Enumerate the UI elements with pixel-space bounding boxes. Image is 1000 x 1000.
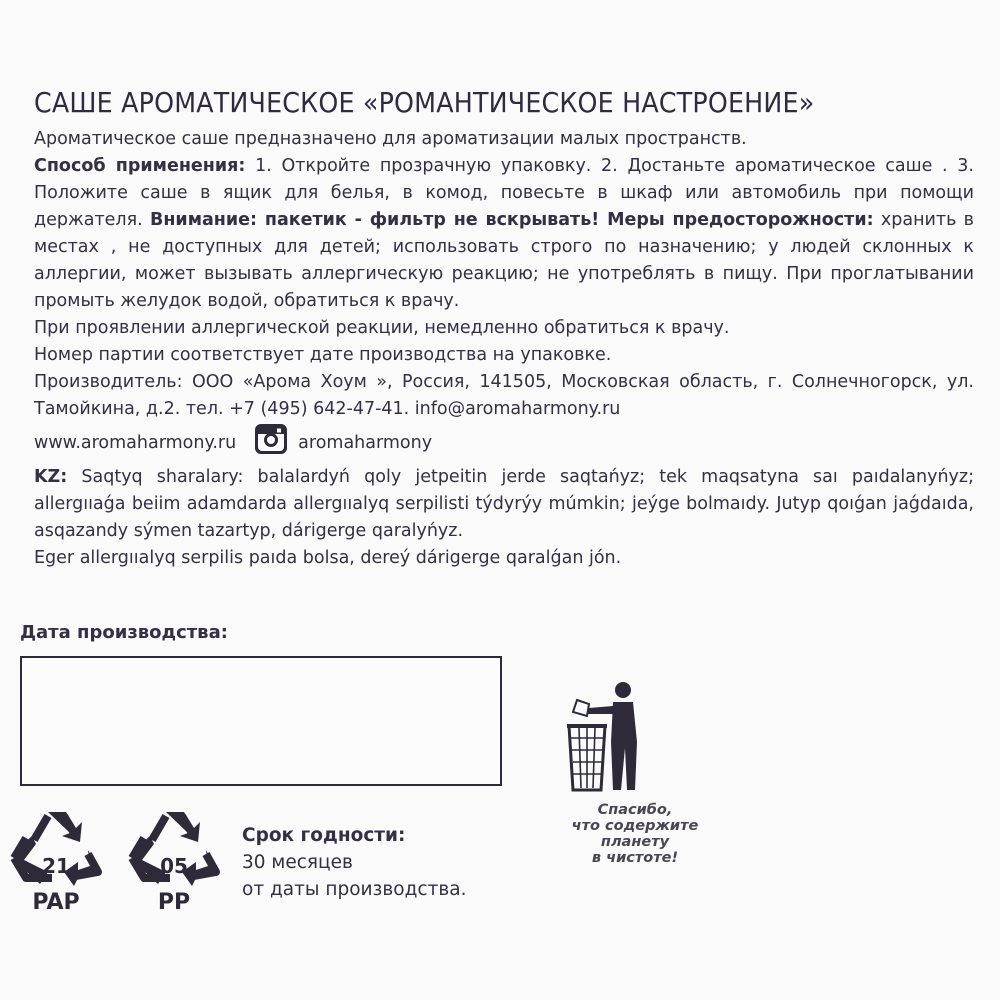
website-link: www.aromaharmony.ru (34, 433, 237, 453)
tidyman-line: Спасибо, (597, 802, 673, 818)
recycle-code: PAP (32, 890, 80, 915)
recycle-triangle-icon (126, 806, 222, 896)
kz-allergy-text: Eger allergııalyq serpilis paıda bolsa, dereý dárigerge qaralǵan jón. (34, 548, 622, 568)
recycle-number: 05 (160, 854, 188, 878)
tidyman-line: что содержите (571, 818, 699, 834)
shelf-life-period: 30 месяцев (242, 852, 353, 873)
tidyman-caption (555, 802, 715, 866)
precautions-heading: Меры предосторожности: (599, 210, 874, 230)
instagram-icon (254, 423, 288, 464)
kz-paragraph (34, 464, 974, 545)
recycle-symbol-pap (8, 806, 104, 916)
recycle-number: 21 (42, 854, 70, 878)
batch-note: Номер партии соответствует дате производства на упаковке. (34, 345, 612, 365)
allergy-note: При проявлении аллергической реакции, немедленно обратиться к врачу. (34, 318, 730, 338)
production-date-label: Дата производства: (20, 622, 228, 643)
usage-heading: Способ применения: (34, 156, 246, 176)
shelf-life-heading: Срок годности: (242, 825, 406, 846)
tidyman-icon (555, 682, 715, 800)
tidyman-block (555, 682, 715, 892)
recycle-symbol-pp (126, 806, 222, 916)
web-line (34, 423, 974, 464)
warning-text: Внимание: пакетик - фильтр не вскрывать! (150, 210, 600, 230)
usage-paragraph (34, 153, 974, 315)
usage-text: 1. Откройте прозрачную упаковку. 2. Достаньте ароматическое саше . 3. Положите саше в ящик для белья, в комод, повесьте в шкаф или автомобиль при помощи держателя. (34, 156, 974, 230)
tidyman-line: планету (600, 834, 670, 850)
intro-text: Ароматическое саше предназначено для ароматизации малых пространств. (34, 129, 747, 149)
label-body (34, 126, 974, 572)
kz-text: Saqtyq sharalary: balalardyń qoly jetpeitin jerde saqtańyz; tek maqsatyna saı paıdalanyńyz; allergııaǵa beiim adamdarda allergııalyq serpilisti týdyrýy múmkin; jeýge bolmaıdy. Jutyp qoıǵan jaǵdaıda, asqazandy sýmen tazartyp, dárigerge qaralyńyz. (34, 467, 974, 541)
manufacturer-info: Производитель: ООО «Арома Хоум », Россия, 141505, Московская область, г. Солнечногорск, ул. Тамойкина, д.2. тел. +7 (495) 642-47-41. info@aromaharmony.ru (34, 372, 974, 419)
shelf-life-note: от даты производства. (242, 879, 467, 900)
precautions-text: хранить в местах , не доступных для детей; использовать строго по назначению; у людей склонных к аллергии, может вызывать аллергическую реакцию; не употреблять в пищу. При проглатывании промыть желудок водой, обратиться к врачу. (34, 210, 974, 311)
shelf-life (242, 822, 466, 903)
instagram-handle: aromaharmony (298, 433, 433, 453)
tidyman-line: в чистоте! (591, 850, 679, 866)
production-date-box (20, 656, 502, 786)
product-title: САШЕ АРОМАТИЧЕСКОЕ «РОМАНТИЧЕСКОЕ НАСТРОЕНИЕ» (34, 86, 815, 119)
recycle-code: PP (157, 890, 191, 915)
recycle-triangle-icon (8, 806, 104, 896)
kz-prefix: KZ: (34, 467, 68, 487)
